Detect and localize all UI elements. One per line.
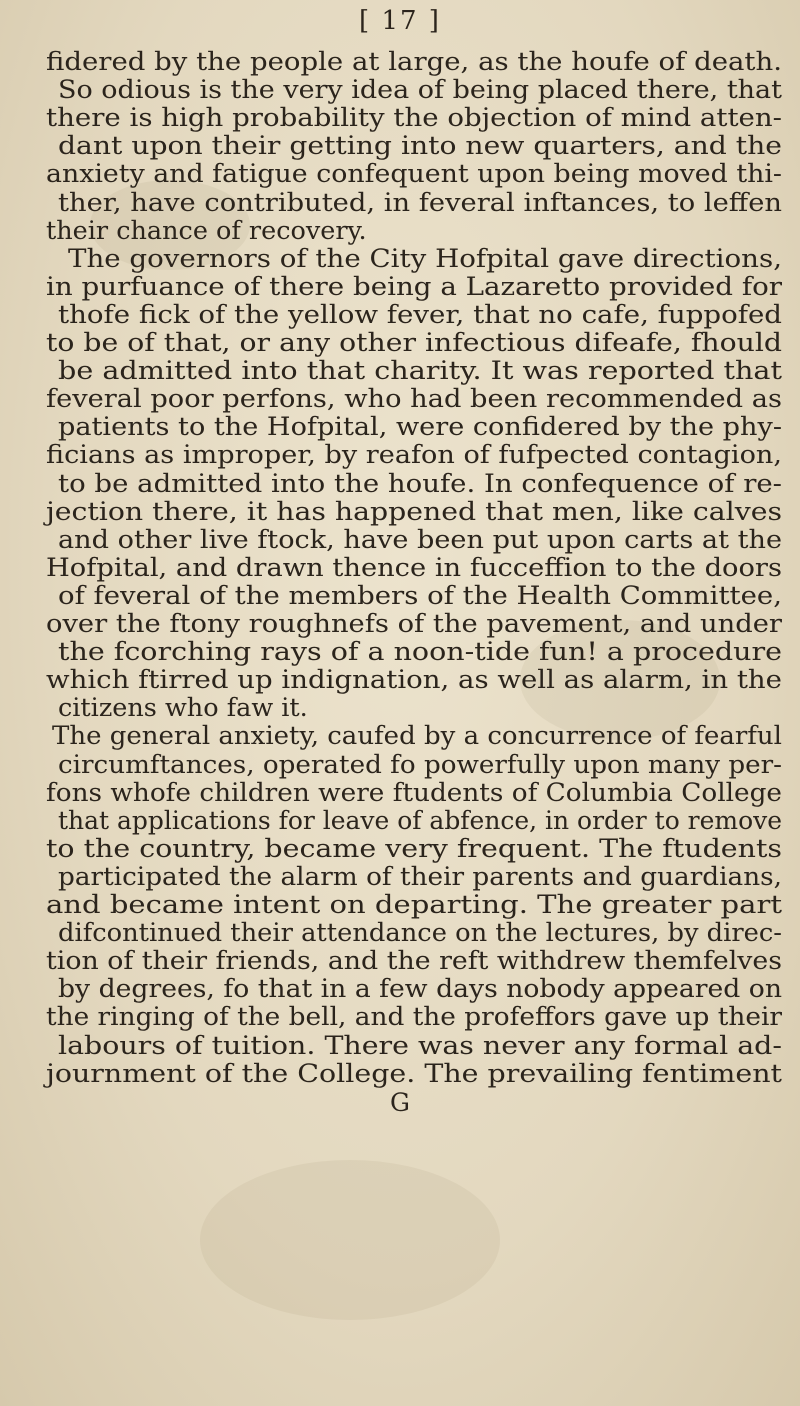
page-number: [ 17 ] bbox=[359, 6, 441, 36]
text-line: and became intent on departing. The greater part bbox=[46, 890, 782, 920]
text-line: anxiety and fatigue confequent upon being moved thi- bbox=[46, 159, 782, 190]
text-line: which ftirred up indignation, as well as alarm, in the bbox=[46, 665, 782, 696]
text-line: labours of tuition. There was never any formal ad- bbox=[58, 1030, 782, 1061]
text-line: participated the alarm of their parents and guardians, bbox=[58, 861, 782, 892]
text-line: feveral poor perfons, who had been recommended as bbox=[46, 384, 782, 415]
text-line: thofe fick of the yellow fever, that no cafe, fuppofed bbox=[58, 299, 782, 330]
text-line: over the ftony roughnefs of the pavement, and under bbox=[46, 609, 782, 639]
signature-mark: G bbox=[390, 1088, 410, 1117]
text-line: jection there, it has happened that men, like calves bbox=[46, 496, 782, 527]
text-line: fons whofe children were ftudents of Columbia College bbox=[46, 777, 782, 808]
text-line: journment of the College. The prevailing fentiment bbox=[46, 1058, 783, 1089]
text-line: tion of their friends, and the reft withdrew themfelves bbox=[46, 946, 783, 977]
text-line: that applications for leave of abfence, in order to remove bbox=[58, 805, 782, 836]
text-line: The general anxiety, caufed by a concurrence of fearful bbox=[52, 721, 782, 752]
text-line: to be of that, or any other infectious difeafe, fhould bbox=[46, 328, 782, 358]
text-line: ther, have contributed, in feveral inftances, to leffen bbox=[58, 187, 782, 218]
text-line: their chance of recovery. bbox=[46, 215, 367, 246]
text-line: dant upon their getting into new quarters, and the bbox=[58, 131, 782, 162]
text-line: difcontinued their attendance on the lectures, by direc- bbox=[58, 918, 782, 949]
text-line: So odious is the very idea of being placed there, that bbox=[58, 75, 782, 106]
text-line: the fcorching rays of a noon-tide fun! a procedure bbox=[58, 637, 782, 668]
text-line: circumftances, operated fo powerfully upon many per- bbox=[58, 749, 782, 780]
text-line: the ringing of the bell, and the profeffors gave up their bbox=[46, 1002, 782, 1033]
text-line: there is high probability the objection of mind atten- bbox=[46, 103, 782, 134]
text-line: Hofpital, and drawn thence in fucceffion to the doors bbox=[46, 552, 783, 583]
text-line: of feveral of the members of the Health Committee, bbox=[58, 580, 782, 611]
text-line: and other live ftock, have been put upon carts at the bbox=[58, 524, 782, 555]
text-line: in purfuance of there being a Lazaretto provided for bbox=[46, 271, 782, 302]
text-line: citizens who faw it. bbox=[58, 693, 308, 724]
paper-stain bbox=[200, 1160, 500, 1320]
text-line: The governors of the City Hofpital gave directions, bbox=[68, 243, 782, 274]
text-line: to be admitted into the houfe. In confequence of re- bbox=[58, 468, 782, 499]
text-line: by degrees, fo that in a few days nobody appeared on bbox=[58, 974, 782, 1005]
text-line: patients to the Hofpital, were confidered by the phy- bbox=[58, 412, 782, 443]
text-line: be admitted into that charity. It was reported that bbox=[58, 356, 782, 387]
text-line: fidered by the people at large, as the houfe of death. bbox=[46, 47, 782, 77]
text-line: to the country, became very frequent. The ftudents bbox=[46, 833, 782, 864]
text-line: ficians as improper, by reafon of fufpected contagion, bbox=[46, 440, 782, 471]
